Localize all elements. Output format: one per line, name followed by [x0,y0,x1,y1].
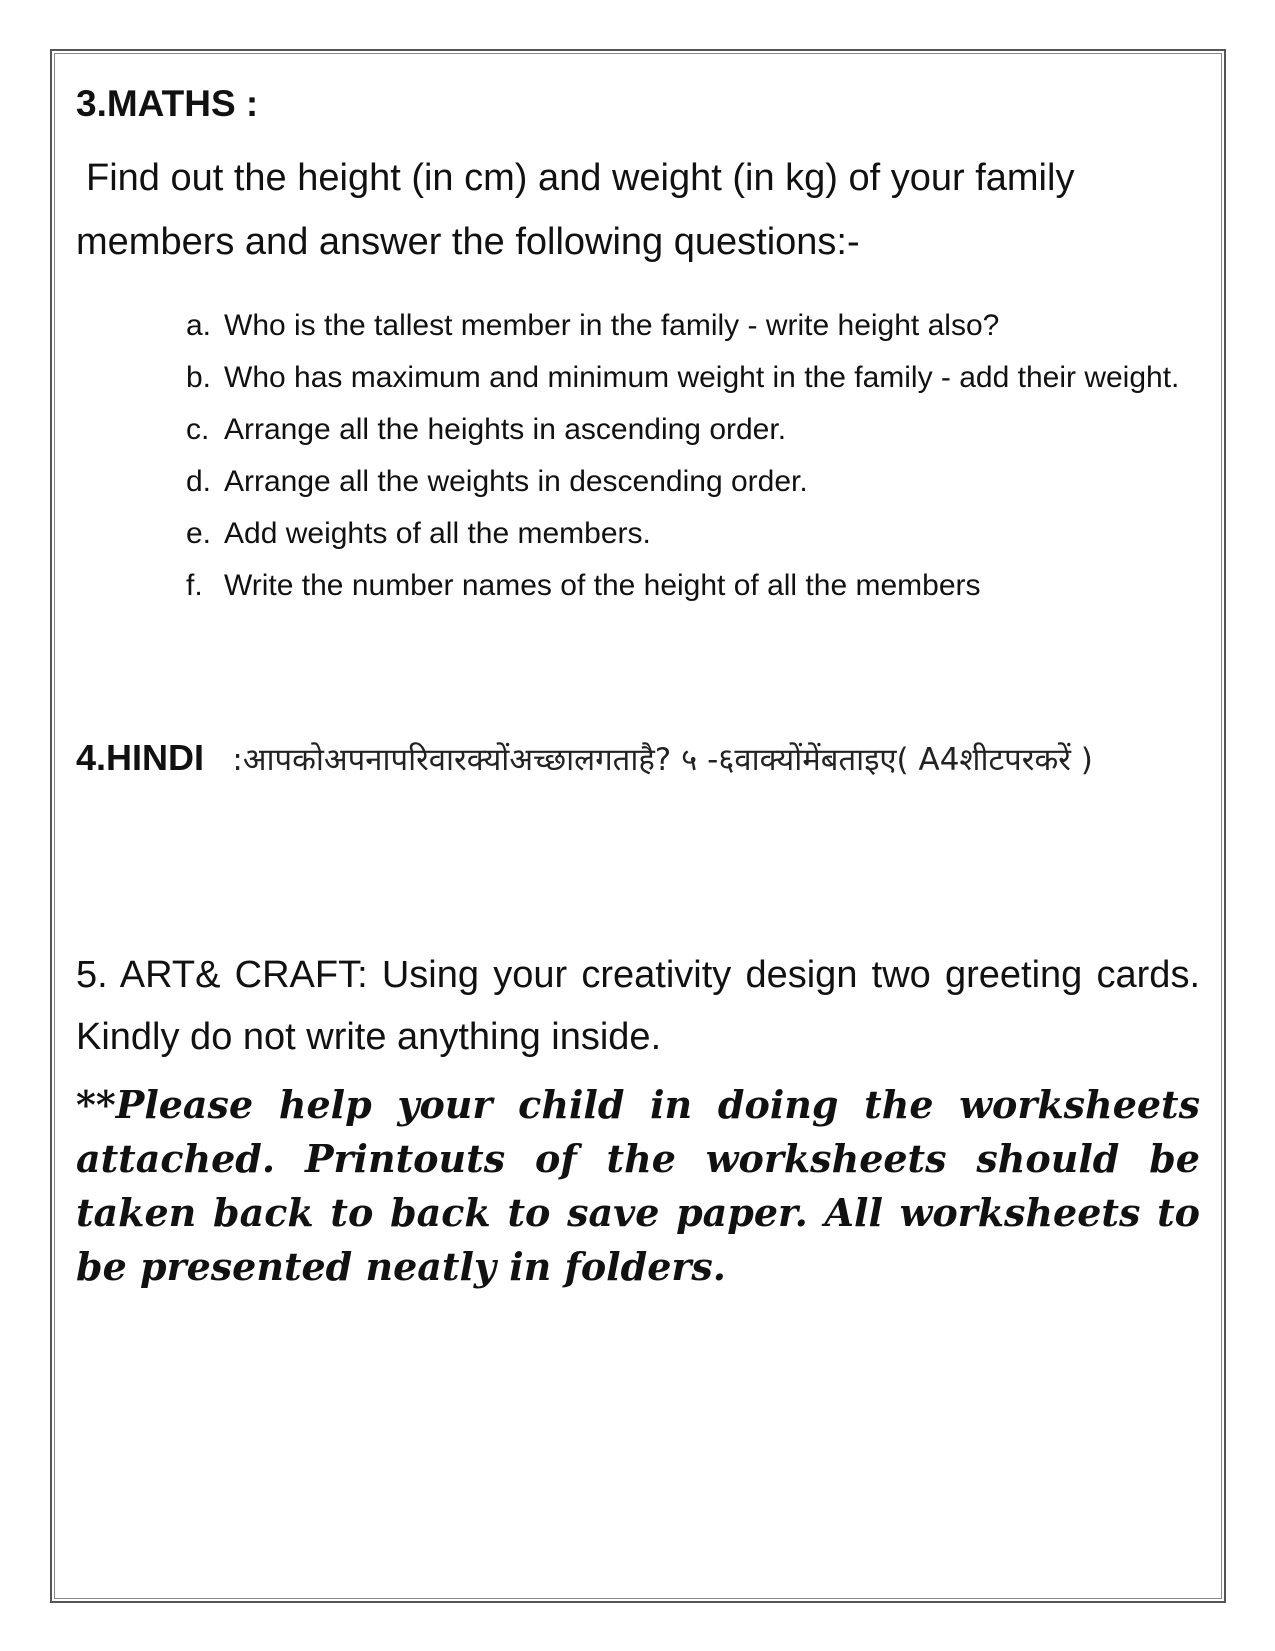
parent-note-text: **Please help your child in doing the worksheets attached. Printouts of the worksheets should be taken back to back to save paper. All worksheets to be presented neatly in folders. [76,1082,1200,1289]
art-craft-section [76,944,1200,1068]
hindi-heading: 4.HINDI [76,737,205,778]
maths-heading: 3.MATHS : [76,83,259,124]
maths-intro: Find out the height (in cm) and weight (in kg) of your family members and answer the following questions:- [76,157,1075,263]
maths-section [76,74,1200,612]
question-text: Write the number names of the height of all the members [224,569,981,602]
parent-note [76,1078,1200,1294]
question-item [186,508,1200,560]
question-letter: b. [186,361,212,394]
question-letter: e. [186,517,212,550]
maths-question-list [76,300,1200,612]
question-letter: c. [186,413,210,446]
worksheet-content [76,74,1200,1294]
question-letter: f. [186,569,203,602]
question-item [186,300,1200,352]
question-item [186,560,1200,612]
question-item [186,352,1200,404]
question-text: Arrange all the weights in descending order. [224,465,808,498]
question-text: Who has maximum and minimum weight in the family - add their weight. [224,361,1180,394]
question-text: Arrange all the heights in ascending order. [224,413,787,446]
hindi-question: :आपकोअपनापरिवारक्योंअच्छालगताहै? ५ -६वाक्योंमेंबताइए( A4शीटपरकरें ) [232,742,1093,778]
art-craft-text: 5. ART& CRAFT: Using your creativity design two greeting cards. Kindly do not write anything inside. [76,954,1200,1058]
question-item [186,404,1200,456]
question-text: Who is the tallest member in the family - write height also? [224,309,1000,342]
question-letter: d. [186,465,212,498]
question-item [186,456,1200,508]
hindi-section [76,722,1200,796]
question-letter: a. [186,309,212,342]
question-text: Add weights of all the members. [224,517,651,550]
